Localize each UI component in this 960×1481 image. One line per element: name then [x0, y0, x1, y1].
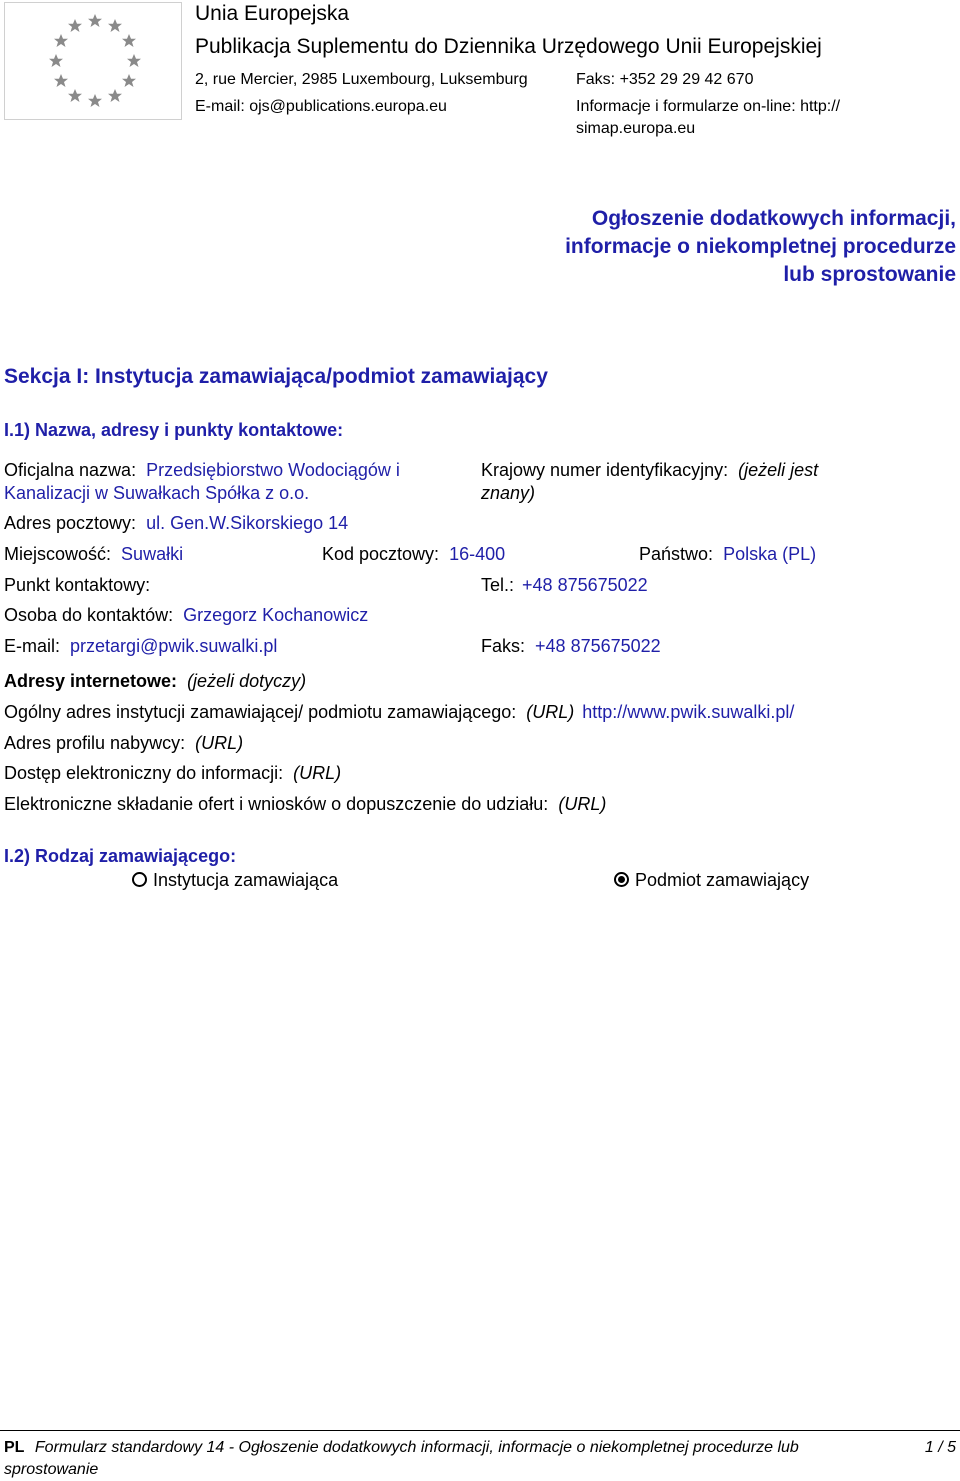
official-name-row: [4, 459, 400, 481]
national-id-label: Krajowy numer identyfikacyjny:: [481, 460, 729, 480]
footer-page-number: 1 / 5: [924, 1439, 956, 1456]
footer-lang: PL: [4, 1439, 25, 1456]
town-label: Miejscowość:: [4, 544, 112, 564]
email-value[interactable]: przetargi@pwik.suwalki.pl: [70, 636, 278, 656]
town-value: Suwałki: [121, 544, 184, 564]
postal-code-label: Kod pocztowy:: [322, 544, 440, 564]
internet-addresses-label: Adresy internetowe:: [4, 671, 178, 691]
fax-label: Faks:: [481, 636, 526, 656]
general-address-label: Ogólny adres instytucji zamawiającej/ podmiotu zamawiającego:: [4, 702, 517, 722]
document-title: Ogłoszenie dodatkowych informacji, informacje o niekompletnej procedurze lub sprostowanie: [565, 207, 956, 286]
postal-address-label: Adres pocztowy:: [4, 513, 137, 533]
header-email: E-mail: ojs@publications.europa.eu: [195, 98, 447, 115]
national-id-note-line2: znany): [481, 483, 536, 503]
contact-point-label: Punkt kontaktowy:: [4, 575, 151, 595]
eu-logo: [4, 2, 182, 120]
e-access-label: Dostęp elektroniczny do informacji:: [4, 763, 284, 783]
buyer-profile-label: Adres profilu nabywcy:: [4, 733, 186, 753]
country-label: Państwo:: [639, 544, 714, 564]
town-row: [4, 543, 183, 565]
postal-code-value: 16-400: [449, 544, 506, 564]
contact-person-value: Grzegorz Kochanowicz: [183, 605, 369, 625]
header-org: Unia Europejska: [195, 2, 350, 25]
radio-unselected-icon[interactable]: [132, 872, 147, 887]
fax-value: +48 875675022: [535, 636, 661, 656]
country-value: Polska (PL): [723, 544, 817, 564]
header-address: 2, rue Mercier, 2985 Luxembourg, Luksemburg: [195, 71, 528, 88]
subsection-1-title: I.1) Nazwa, adresy i punkty kontaktowe:: [4, 420, 344, 440]
postal-address-value: ul. Gen.W.Sikorskiego 14: [146, 513, 349, 533]
country-row: [639, 543, 816, 565]
option-contracting-authority[interactable]: [132, 869, 338, 891]
radio-selected-icon[interactable]: [614, 872, 629, 887]
e-submission-url-tag: (URL): [558, 794, 607, 814]
general-address-link[interactable]: http://www.pwik.suwalki.pl/: [582, 702, 795, 722]
e-submission-label: Elektroniczne składanie ofert i wniosków o dopuszczenie do udziału:: [4, 794, 549, 814]
option-contracting-entity[interactable]: [614, 869, 809, 891]
fax-row: [481, 635, 661, 657]
general-address-row: [4, 701, 794, 723]
header-fax: Faks: +352 29 29 42 670: [576, 71, 754, 88]
tel-label: Tel.:: [481, 575, 515, 595]
contact-person-row: [4, 604, 368, 626]
general-address-url-tag: (URL): [526, 702, 575, 722]
header-online-line2[interactable]: simap.europa.eu: [576, 120, 696, 137]
internet-addresses-note: (jeżeli dotyczy): [187, 671, 307, 691]
national-id-row: [481, 459, 818, 481]
e-access-row: [4, 762, 341, 784]
postal-code-row: [322, 543, 505, 565]
internet-addresses-row: [4, 670, 306, 692]
header-publication: Publikacja Suplementu do Dziennika Urzędowego Unii Europejskiej: [195, 35, 822, 58]
option-contracting-entity-label: Podmiot zamawiający: [635, 870, 810, 890]
buyer-profile-url-tag: (URL): [195, 733, 244, 753]
section-title: Sekcja I: Instytucja zamawiająca/podmiot zamawiający: [4, 365, 548, 388]
buyer-profile-row: [4, 732, 243, 754]
eu-stars-icon: [45, 11, 145, 111]
tel-row: [481, 574, 648, 596]
e-submission-row: [4, 793, 606, 815]
header-online-line1: Informacje i formularze on-line: http://: [576, 98, 841, 115]
national-id-note: (jeżeli jest: [738, 460, 819, 480]
official-name-label: Oficjalna nazwa:: [4, 460, 137, 480]
contact-person-label: Osoba do kontaktów:: [4, 605, 174, 625]
email-row: [4, 635, 277, 657]
footer-text: [4, 1437, 884, 1481]
tel-value: +48 875675022: [522, 575, 648, 595]
footer-divider: [0, 1430, 960, 1431]
official-name-value-line2: Kanalizacji w Suwałkach Spółka z o.o.: [4, 483, 310, 503]
subsection-2-title: I.2) Rodzaj zamawiającego:: [4, 846, 237, 866]
e-access-url-tag: (URL): [293, 763, 342, 783]
official-name-value: Przedsiębiorstwo Wodociągów i: [146, 460, 400, 480]
postal-address-row: [4, 512, 348, 534]
footer-form-name: Formularz standardowy 14 - Ogłoszenie dodatkowych informacji, informacje o niekompletnej procedurze lub sprostowanie: [4, 1439, 799, 1478]
option-contracting-authority-label: Instytucja zamawiająca: [153, 870, 339, 890]
email-label: E-mail:: [4, 636, 61, 656]
